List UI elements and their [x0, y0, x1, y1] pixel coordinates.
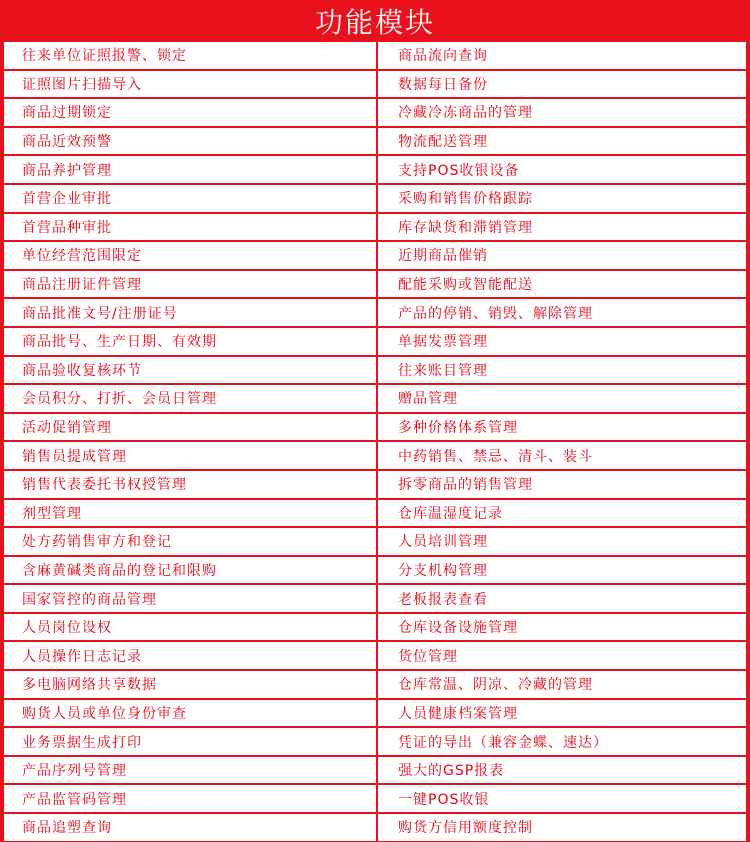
feature-item-left: 会员积分、打折、会员日管理 [4, 385, 376, 412]
feature-item-right: 拆零商品的销售管理 [378, 471, 746, 498]
feature-item-right: 采购和销售价格跟踪 [378, 185, 746, 212]
feature-item-left: 首营品种审批 [4, 214, 376, 241]
feature-item-left: 剂型管理 [4, 500, 376, 527]
feature-item-right: 多种价格体系管理 [378, 414, 746, 441]
feature-item-left: 商品注册证件管理 [4, 271, 376, 298]
feature-item-left: 商品批号、生产日期、有效期 [4, 328, 376, 355]
feature-item-left: 人员操作日志记录 [4, 642, 376, 669]
feature-item-left: 商品养护管理 [4, 156, 376, 183]
feature-item-left: 商品验收复核环节 [4, 357, 376, 384]
feature-item-right: 产品的停销、销毁、解除管理 [378, 299, 746, 326]
feature-item-left: 往来单位证照报警、锁定 [4, 42, 376, 69]
feature-item-left: 人员岗位设权 [4, 614, 376, 641]
feature-item-right: 货位管理 [378, 642, 746, 669]
feature-item-left: 国家管控的商品管理 [4, 585, 376, 612]
feature-item-left: 商品批准文号/注册证号 [4, 299, 376, 326]
feature-item-left: 商品近效预警 [4, 128, 376, 155]
feature-item-left: 商品追塑查询 [4, 814, 376, 841]
feature-item-right: 库存缺货和滞销管理 [378, 214, 746, 241]
feature-item-left: 多电脑网络共享数据 [4, 671, 376, 698]
feature-item-right: 中药销售、禁忌、清斗、装斗 [378, 442, 746, 469]
feature-item-right: 仓库常温、阴凉、冷藏的管理 [378, 671, 746, 698]
feature-item-right: 人员健康档案管理 [378, 700, 746, 727]
feature-item-right: 近期商品催销 [378, 242, 746, 269]
feature-item-right: 凭证的导出（兼容金蝶、速达） [378, 728, 746, 755]
feature-item-right: 配能采购或智能配送 [378, 271, 746, 298]
feature-item-right: 一键POS收银 [378, 785, 746, 812]
feature-item-right: 数据每日备份 [378, 71, 746, 98]
feature-item-right: 往来账目管理 [378, 357, 746, 384]
feature-item-right: 仓库温湿度记录 [378, 500, 746, 527]
feature-item-left: 证照图片扫描导入 [4, 71, 376, 98]
feature-item-left: 销售员提成管理 [4, 442, 376, 469]
feature-item-right: 人员培训管理 [378, 528, 746, 555]
feature-column-right [378, 42, 746, 842]
feature-item-left: 产品监管码管理 [4, 785, 376, 812]
feature-item-left: 单位经营范围限定 [4, 242, 376, 269]
feature-item-left: 业务票据生成打印 [4, 728, 376, 755]
feature-item-right: 老板报表查看 [378, 585, 746, 612]
feature-item-left: 商品过期锁定 [4, 99, 376, 126]
feature-item-right: 购货方信用额度控制 [378, 814, 746, 841]
feature-item-right: 仓库设备设施管理 [378, 614, 746, 641]
feature-item-right: 物流配送管理 [378, 128, 746, 155]
feature-item-left: 购货人员或单位身份审查 [4, 700, 376, 727]
feature-item-right: 单据发票管理 [378, 328, 746, 355]
feature-item-right: 冷藏冷冻商品的管理 [378, 99, 746, 126]
feature-item-right: 分支机构管理 [378, 557, 746, 584]
feature-item-left: 销售代表委托书权授管理 [4, 471, 376, 498]
feature-grid [4, 42, 746, 842]
feature-item-right: 强大的GSP报表 [378, 757, 746, 784]
feature-item-left: 首营企业审批 [4, 185, 376, 212]
feature-item-right: 赠品管理 [378, 385, 746, 412]
feature-item-left: 产品序列号管理 [4, 757, 376, 784]
feature-item-left: 含麻黄碱类商品的登记和限购 [4, 557, 376, 584]
page-title: 功能模块 [314, 6, 435, 39]
feature-item-right: 支持POS收银设备 [378, 156, 746, 183]
feature-item-left: 活动促销管理 [4, 414, 376, 441]
feature-item-right: 商品流向查询 [378, 42, 746, 69]
feature-item-left: 处方药销售审方和登记 [4, 528, 376, 555]
feature-column-left [4, 42, 376, 842]
